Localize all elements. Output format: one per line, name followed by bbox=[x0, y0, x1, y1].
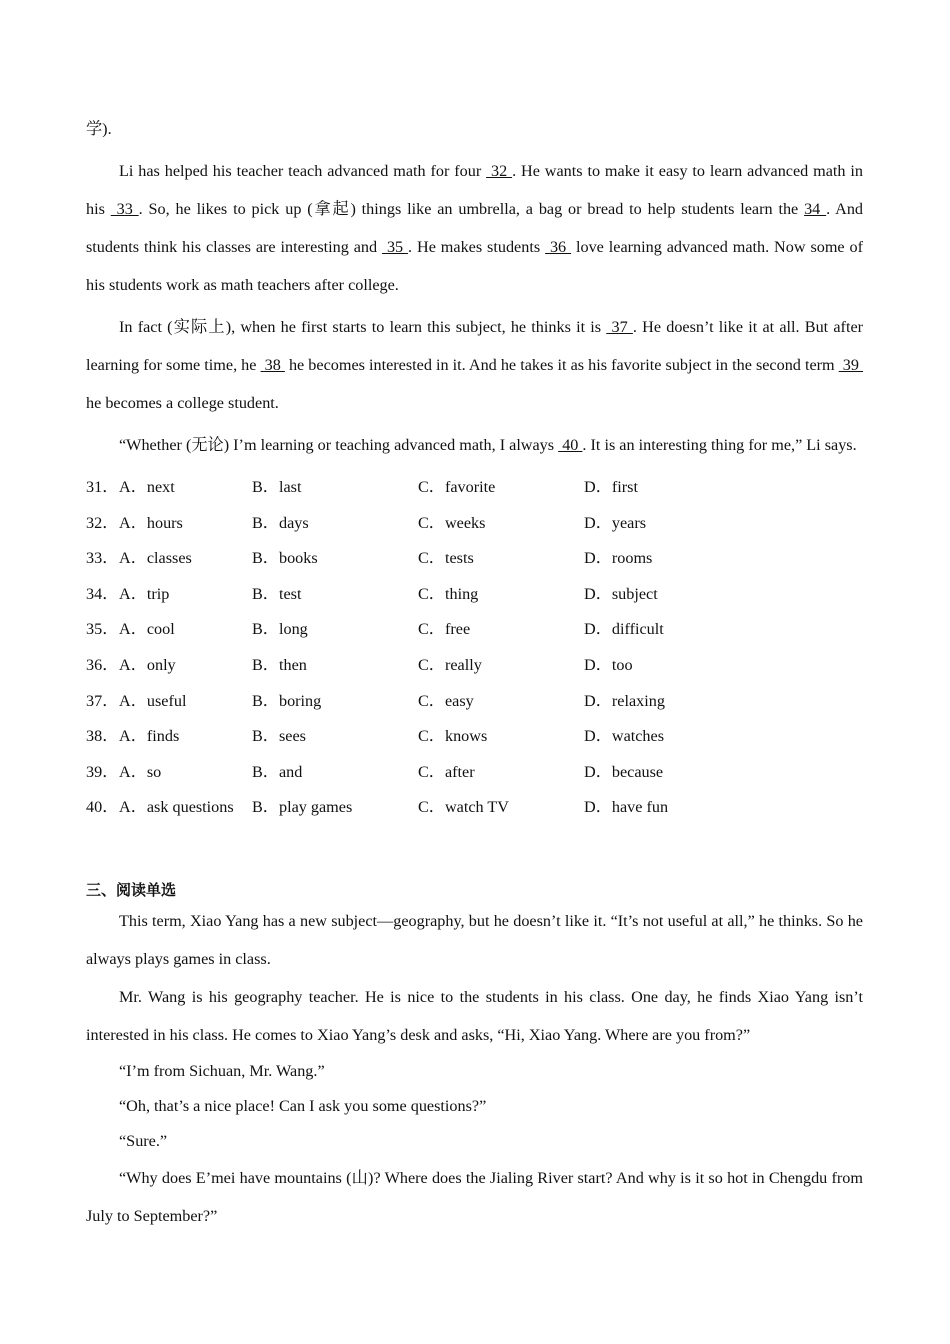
question-number: 39． bbox=[86, 762, 119, 781]
question-number: 38． bbox=[86, 727, 119, 746]
reading-paragraph-4: “Oh, that’s a nice place! Can I ask you some questions?” bbox=[119, 1096, 487, 1115]
option-d: D．because bbox=[584, 762, 664, 781]
question-number: 34． bbox=[86, 584, 119, 603]
blank-32: 32 bbox=[486, 162, 513, 180]
option-b: B．last bbox=[252, 478, 302, 496]
question-row bbox=[86, 684, 863, 720]
question-row bbox=[86, 612, 863, 648]
option-c: C．really bbox=[418, 655, 482, 674]
option-c: C．free bbox=[418, 620, 471, 639]
question-row bbox=[86, 577, 863, 613]
option-c: C．weeks bbox=[418, 513, 486, 532]
option-d: D．subject bbox=[584, 584, 658, 603]
option-c: C．favorite bbox=[418, 478, 496, 496]
question-row bbox=[86, 755, 863, 791]
question-number: 40． bbox=[86, 798, 119, 817]
option-a: A．next bbox=[119, 478, 175, 496]
reading-paragraph-6: “Why does E’mei have mountains (山)? Where does the Jialing River start? And why is it so hot in Chengdu from July to September?” bbox=[86, 1168, 863, 1225]
document-page bbox=[86, 110, 863, 1235]
option-b: B．boring bbox=[252, 691, 322, 710]
option-d: D．have fun bbox=[584, 798, 669, 817]
option-a: A．hours bbox=[119, 513, 183, 532]
cloze-paragraph-3: “Whether (无论) I’m learning or teaching advanced math, I always 40 . It is an interesting thing for me,” Li says. bbox=[119, 436, 857, 454]
option-b: B．test bbox=[252, 584, 302, 603]
reading-paragraph-1: This term, Xiao Yang has a new subject—geography, but he doesn’t like it. “It’s not useful at all,” he thinks. So he always plays games in class. bbox=[86, 911, 863, 968]
reading-passage bbox=[86, 902, 863, 1235]
option-c: C．watch TV bbox=[418, 798, 509, 817]
blank-39: 39 bbox=[838, 356, 864, 374]
section-title: 三、阅读单选 bbox=[86, 880, 177, 899]
blank-33: 33 bbox=[110, 200, 139, 218]
option-b: B．and bbox=[252, 762, 303, 781]
question-number: 32． bbox=[86, 513, 119, 532]
option-a: A．trip bbox=[119, 584, 170, 603]
cloze-paragraph-2: In fact (实际上), when he first starts to learn this subject, he thinks it is 37 . He doesn’t like it at all. But after learning for some time, he 38 he becomes interested in it. And he takes it as his favorite subject in the second term 39 he becomes a college student. bbox=[86, 318, 864, 412]
option-a: A．so bbox=[119, 762, 162, 781]
option-c: C．easy bbox=[418, 691, 474, 710]
option-a: A．only bbox=[119, 655, 176, 674]
blank-34: 34 bbox=[804, 200, 827, 218]
option-b: B．days bbox=[252, 513, 309, 532]
question-row bbox=[86, 506, 863, 542]
option-c: C．tests bbox=[418, 549, 474, 568]
option-a: A．finds bbox=[119, 727, 180, 746]
option-a: A．classes bbox=[119, 549, 192, 568]
blank-35: 35 bbox=[382, 238, 409, 256]
reading-paragraph-5: “Sure.” bbox=[119, 1131, 168, 1150]
option-a: A．cool bbox=[119, 620, 175, 639]
option-d: D．first bbox=[584, 478, 638, 496]
question-number: 31． bbox=[86, 478, 119, 496]
cloze-tail: 学). bbox=[86, 120, 112, 138]
question-row bbox=[86, 648, 863, 684]
question-row bbox=[86, 719, 863, 755]
option-d: D．years bbox=[584, 513, 647, 532]
option-b: B．play games bbox=[252, 798, 353, 817]
option-a: A．useful bbox=[119, 691, 187, 710]
blank-40: 40 bbox=[558, 436, 583, 454]
option-b: B．books bbox=[252, 549, 318, 568]
reading-paragraph-3: “I’m from Sichuan, Mr. Wang.” bbox=[119, 1061, 325, 1080]
question-number: 37． bbox=[86, 691, 119, 710]
blank-38: 38 bbox=[260, 356, 285, 374]
question-row bbox=[86, 790, 863, 826]
question-row bbox=[86, 470, 863, 506]
option-d: D．relaxing bbox=[584, 691, 665, 710]
option-b: B．sees bbox=[252, 727, 306, 746]
option-c: C．after bbox=[418, 762, 475, 781]
cloze-paragraph-1: Li has helped his teacher teach advanced math for four 32 . He wants to make it easy to learn advanced math in his 33 . So, he likes to pick up (拿起) things like an umbrella, a bag or bread to help students learn the 34 . And students think his classes are interesting and 35 . He makes students 36 love learning advanced math. Now some of his students work as math teachers after college. bbox=[86, 162, 864, 294]
blank-37: 37 bbox=[606, 318, 633, 336]
question-number: 35． bbox=[86, 620, 119, 639]
option-d: D．difficult bbox=[584, 620, 664, 639]
option-c: C．knows bbox=[418, 727, 488, 746]
option-c: C．thing bbox=[418, 584, 479, 603]
option-d: D．too bbox=[584, 655, 633, 674]
option-d: D．watches bbox=[584, 727, 665, 746]
question-number: 36． bbox=[86, 655, 119, 674]
reading-paragraph-2: Mr. Wang is his geography teacher. He is nice to the students in his class. One day, he finds Xiao Yang isn’t interested in his class. He comes to Xiao Yang’s desk and asks, “Hi, Xiao Yang. Where are you from?” bbox=[86, 987, 863, 1044]
option-b: B．long bbox=[252, 620, 308, 639]
question-row bbox=[86, 541, 863, 577]
option-d: D．rooms bbox=[584, 549, 653, 568]
option-a: A．ask questions bbox=[119, 798, 234, 817]
blank-36: 36 bbox=[545, 238, 572, 256]
options-list bbox=[86, 470, 863, 826]
option-b: B．then bbox=[252, 655, 307, 674]
question-number: 33． bbox=[86, 549, 119, 568]
